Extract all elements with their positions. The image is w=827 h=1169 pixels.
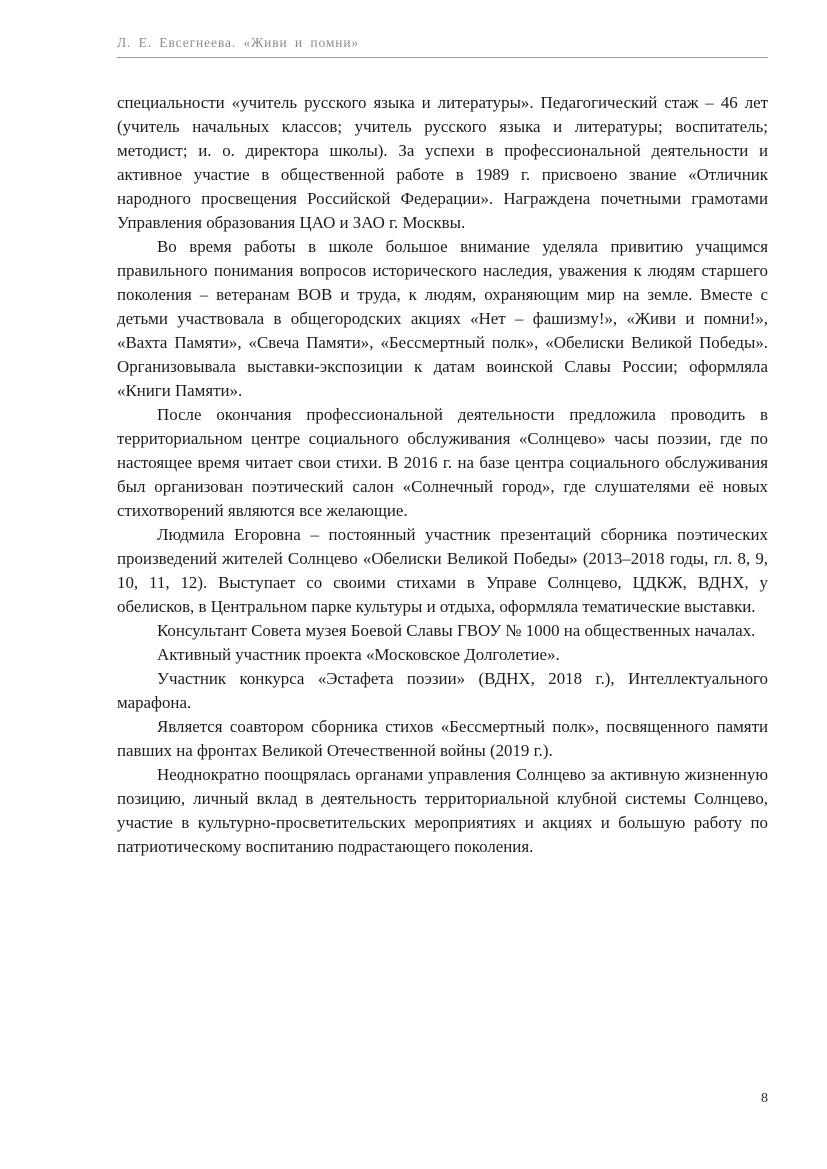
- header-rule: [117, 57, 768, 58]
- paragraph: Неоднократно поощрялась органами управления Солнцево за активную жизненную позицию, личный вклад в деятельность территориальной клубной системы Солнцево, участие в культурно-просветительских мероприятиях и акциях и большую работу по патриотическому воспитанию подрастающего поколения.: [117, 765, 768, 856]
- paragraph-continuation: специальности «учитель русского языка и литературы». Педагогический стаж – 46 лет (учитель начальных классов; учитель русского языка и литературы; воспитатель; методист; и. о. директора школы). За успехи в профессиональной деятельности и активное участие в общественной работе в 1989 г. присвоено звание «Отличник народного просвещения Российской Федерации». Награждена почетными грамотами Управления образования ЦАО и ЗАО г. Москвы.: [117, 93, 768, 232]
- paragraph: После окончания профессиональной деятельности предложила проводить в территориальном центре социального обслуживания «Солнцево» часы поэзии, где по настоящее время читает свои стихи. В 2016 г. на базе центра социального обслуживания был организован поэтический салон «Солнечный город», где слушателями её новых стихотворений являются все желающие.: [117, 405, 768, 520]
- page-number: 8: [761, 1091, 768, 1106]
- paragraph: Активный участник проекта «Московское Долголетие».: [157, 645, 560, 664]
- paragraph: Является соавтором сборника стихов «Бессмертный полк», посвященного памяти павших на фронтах Великой Отечественной войны (2019 г.).: [117, 717, 768, 760]
- paragraph: Людмила Егоровна – постоянный участник презентаций сборника поэтических произведений жителей Солнцево «Обелиски Великой Победы» (2013–2018 годы, гл. 8, 9, 10, 11, 12). Выступает со своими стихами в Управе Солнцево, ЦДКЖ, ВДНХ, у обелисков, в Центральном парке культуры и отдыха, оформляла тематические выставки.: [117, 525, 768, 616]
- running-header: Л. Е. Евсегнеева. «Живи и помни»: [117, 35, 360, 50]
- paragraph: Консультант Совета музея Боевой Славы ГВОУ № 1000 на общественных началах.: [157, 621, 756, 640]
- paragraph: Во время работы в школе большое внимание уделяла привитию учащимся правильного понимания вопросов исторического наследия, уважения к людям старшего поколения – ветеранам ВОВ и труда, к людям, охраняющим мир на земле. Вместе с детьми участвовала в общегородских акциях «Нет – фашизму!», «Живи и помни!», «Вахта Памяти», «Свеча Памяти», «Бессмертный полк», «Обелиски Великой Победы». Организовывала выставки-экспозиции к датам воинской Славы России; оформляла «Книги Памяти».: [117, 237, 768, 400]
- paragraph: Участник конкурса «Эстафета поэзии» (ВДНХ, 2018 г.), Интеллектуального марафона.: [117, 669, 768, 712]
- page-body: [117, 91, 768, 859]
